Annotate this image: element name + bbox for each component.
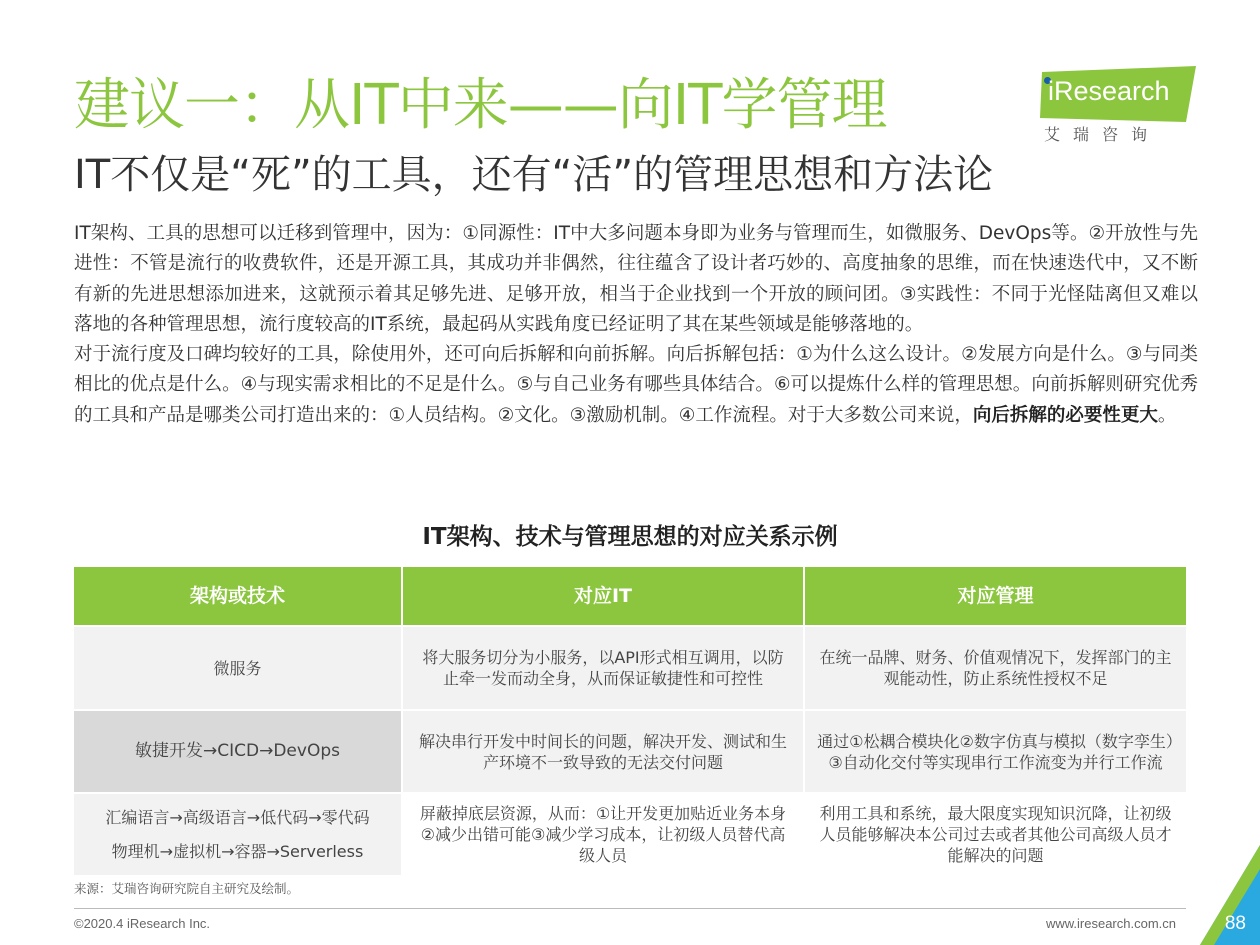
table-header-row (74, 567, 1186, 625)
body-paragraph-2-text: 对于流行度及口碑均较好的工具，除使用外，还可向后拆解和向前拆解。向后拆解包括：①为什么这么设计。②发展方向是什么。③与同类相比的优点是什么。④与现实需求相比的不足是什么。⑤与自己业务有哪些具体结合。⑥可以提炼什么样的管理思想。向前拆解则研究优秀的工具和产品是哪类公司打造出来的：①人员结构。②文化。③激励机制。④工作流程。对于大多数公司来说， (74, 344, 1198, 426)
logo-wordmark: iResearch (1048, 76, 1170, 106)
cell-tech-line-2: 物理机→虚拟机→容器→Serverless (111, 842, 364, 862)
cell-it: 屏蔽掉底层资源，从而：①让开发更加贴近业务本身②减少出错可能③减少学习成本，让初级人员替代高级人员 (403, 794, 803, 875)
body-paragraph-2-end: 。 (1157, 404, 1177, 426)
cell-tech: 敏捷开发→CICD→DevOps (74, 711, 401, 792)
body-paragraph-2-emphasis: 向后拆解的必要性更大 (972, 404, 1158, 426)
cell-tech: 微服务 (74, 627, 401, 709)
page-subtitle: IT不仅是“死”的工具，还有“活”的管理思想和方法论 (74, 152, 994, 198)
cell-management: 通过①松耦合模块化②数字仿真与模拟（数字孪生）③自动化交付等实现串行工作流变为并行工作流 (805, 711, 1186, 792)
table-title: IT架构、技术与管理思想的对应关系示例 (422, 524, 838, 550)
table-row (74, 711, 1186, 792)
website-url: www.iresearch.com.cn (1045, 916, 1176, 931)
body-paragraph-2 (74, 340, 1198, 431)
cell-tech (74, 794, 401, 875)
table-row (74, 627, 1186, 709)
page-title: 建议一：从IT中来——向IT学管理 (74, 73, 887, 138)
page-number: 88 (1224, 913, 1246, 934)
cell-it: 将大服务切分为小服务，以API形式相互调用，以防止牵一发而动全身，从而保证敏捷性和可控性 (403, 627, 803, 709)
header-tech: 架构或技术 (74, 567, 401, 625)
footer-divider (74, 908, 1186, 909)
cell-tech-line-1: 汇编语言→高级语言→低代码→零代码 (105, 807, 370, 827)
iresearch-logo (1040, 66, 1200, 146)
body-text (74, 219, 1198, 431)
header-management: 对应管理 (805, 567, 1186, 625)
header-it: 对应IT (403, 567, 803, 625)
cell-management: 利用工具和系统，最大限度实现知识沉降，让初级人员能够解决本公司过去或者其他公司高级人员才能解决的问题 (805, 794, 1186, 875)
logo-chinese-name: 艾瑞咨询 (1044, 125, 1161, 144)
table-row (74, 794, 1186, 875)
cell-management: 在统一品牌、财务、价值观情况下，发挥部门的主观能动性，防止系统性授权不足 (805, 627, 1186, 709)
body-paragraph-1: IT架构、工具的思想可以迁移到管理中，因为：①同源性：IT中大多问题本身即为业务与管理而生，如微服务、DevOps等。②开放性与先进性：不管是流行的收费软件，还是开源工具，其成功并非偶然，往往蕴含了设计者巧妙的、高度抽象的思维，而在快速迭代中，又不断有新的先进思想添加进来，这就预示着其足够先进、足够开放，相当于企业找到一个开放的顾问团。③实践性：不同于光怪陆离但又难以落地的各种管理思想，流行度较高的IT系统，最起码从实践角度已经证明了其在某些领域是能够落地的。 (74, 223, 1198, 335)
source-note: 来源：艾瑞咨询研究院自主研究及绘制。 (74, 881, 300, 896)
copyright: ©2020.4 iResearch Inc. (74, 916, 211, 931)
cell-it: 解决串行开发中时间长的问题，解决开发、测试和生产环境不一致导致的无法交付问题 (403, 711, 803, 792)
